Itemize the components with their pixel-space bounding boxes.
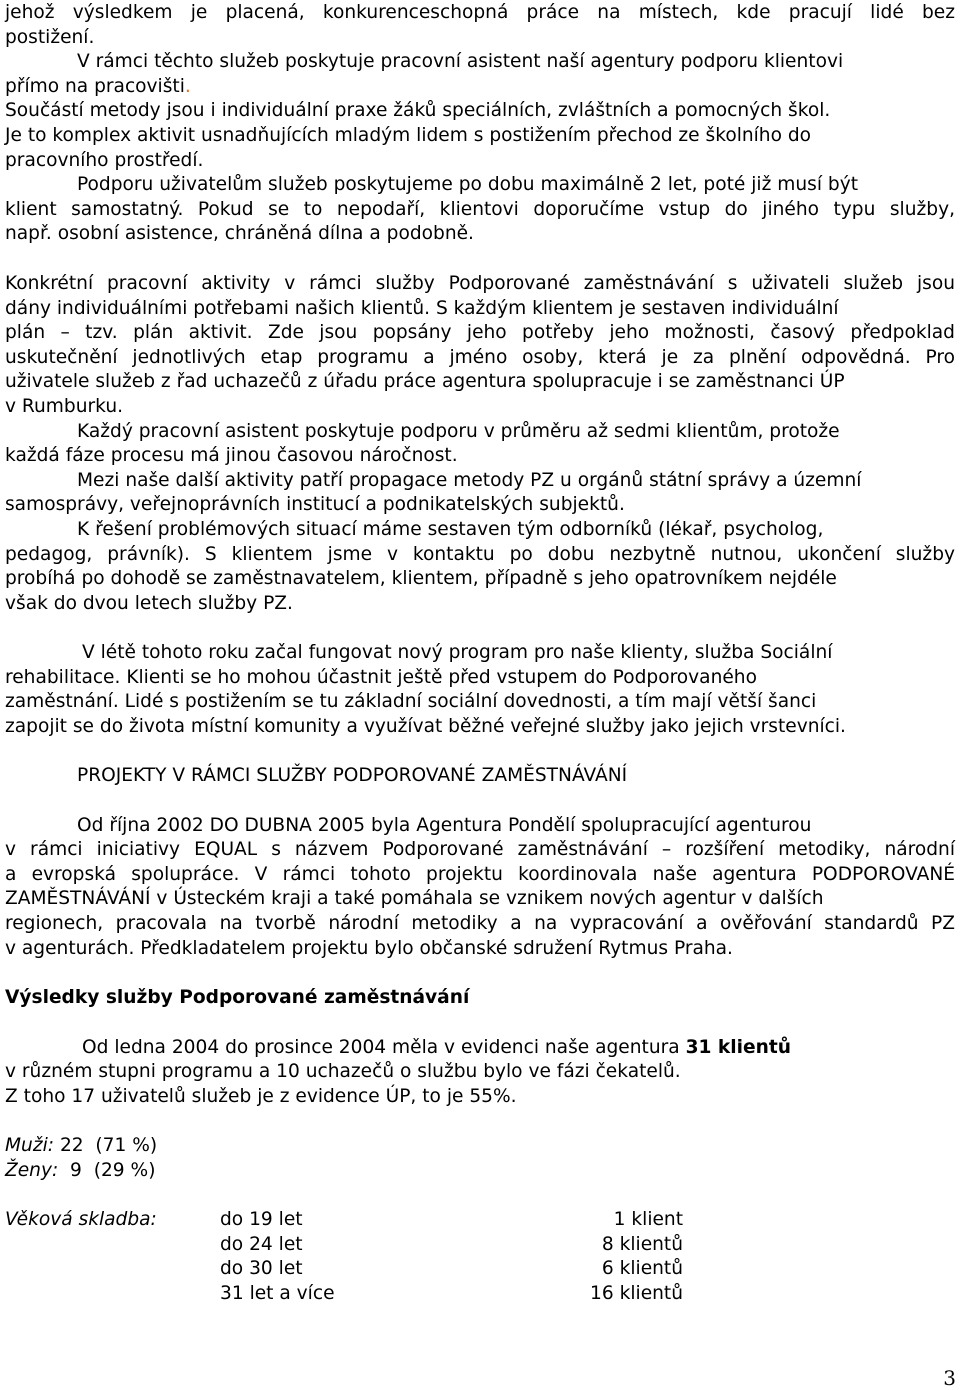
text-line: zaměstnání. Lidé s postižením se tu základní sociální dovednosti, a tím mají větší šanci: [5, 691, 817, 712]
results-heading: Výsledky služby Podporované zaměstnávání: [5, 987, 470, 1008]
page-number: 3: [943, 1366, 956, 1390]
text-line: Součástí metody jsou i individuální praxe žáků speciálních, zvláštních a pomocných škol.: [5, 100, 831, 121]
women-stat: Ženy: 9 (29 %): [5, 1160, 156, 1181]
text-line: pracovního prostředí.: [5, 150, 204, 171]
text-line: Od října 2002 DO DUBNA 2005 byla Agentura Pondělí spolupracující agenturou: [77, 815, 812, 836]
text-line: V rámci těchto služeb poskytuje pracovní asistent naší agentury podporu klientovi: [77, 51, 844, 72]
text-line: rehabilitace. Klienti se ho mohou účastnit ještě před vstupem do Podporovaného: [5, 667, 757, 688]
text-line: Je to komplex aktivit usnadňujících mladým lidem s postižením přechod ze školního do: [5, 125, 812, 146]
text-line: regionech, pracovala na tvorbě národní metodiky a na vypracování a ověřování standardů PZ: [5, 913, 955, 934]
text-line: Podporu uživatelům služeb poskytujeme po dobu maximálně 2 let, poté již musí být: [77, 174, 859, 195]
text-line: v Rumburku.: [5, 396, 124, 417]
text-line: zapojit se do života místní komunity a využívat běžné veřejné služby jako jejich vrstevníci.: [5, 716, 846, 737]
text-line: plán – tzv. plán aktivit. Zde jsou popsány jeho potřeby jeho možnosti, časový předpoklad: [5, 322, 955, 343]
text-line: klient samostatný. Pokud se to nepodaří, klientovi doporučíme vstup do jiného typu služby,: [5, 199, 955, 220]
text-line: Konkrétní pracovní aktivity v rámci služby Podporované zaměstnávání s uživateli služeb jsou: [5, 273, 955, 294]
text-line: uživatele služeb z řad uchazečů z úřadu práce agentura spolupracuje i se zaměstnanci ÚP: [5, 371, 845, 392]
text-line: v agenturách. Předkladatelem projektu bylo občanské sdružení Rytmus Praha.: [5, 938, 733, 959]
text-line: však do dvou letech služby PZ.: [5, 593, 293, 614]
text-line: samosprávy, veřejnoprávních institucí a podnikatelských subjektů.: [5, 494, 625, 515]
text-line: jehož výsledkem je placená, konkurenceschopná práce na místech, kde pracují lidé bez: [5, 2, 955, 23]
text-line: a evropská spolupráce. V rámci tohoto projektu koordinovala naše agentura PODPOROVANÉ: [5, 864, 955, 885]
text-line: v různém stupni programu a 10 uchazečů o službu bylo ve fázi čekatelů.: [5, 1061, 681, 1082]
text-line: V létě tohoto roku začal fungovat nový program pro naše klienty, služba Sociální: [82, 642, 833, 663]
text-line: Mezi naše další aktivity patří propagace metody PZ u orgánů státní správy a územní: [77, 470, 862, 491]
text-line: Z toho 17 uživatelů služeb je z evidence ÚP, to je 55%.: [5, 1086, 517, 1107]
text-line: Každý pracovní asistent poskytuje podporu v průměru až sedmi klientům, protože: [77, 421, 840, 442]
section-heading: PROJEKTY V RÁMCI SLUŽBY PODPOROVANÉ ZAMĚSTNÁVÁNÍ: [77, 765, 628, 786]
text-line: ZAMĚSTNÁVÁNÍ v Ústeckém kraji a také pomáhala se vznikem nových agentur v dalších: [5, 888, 824, 909]
text-line: postižení.: [5, 27, 95, 48]
text-line: uskutečnění jednotlivých etap programu a jméno osoby, která je za plnění odpovědná. Pro: [5, 347, 955, 368]
text-line: pedagog, právník). S klientem jsme v kontaktu po dobu nezbytně nutnou, ukončení služby: [5, 544, 955, 565]
text-line: K řešení problémových situací máme sestaven tým odborníků (lékař, psycholog,: [77, 519, 824, 540]
text-line: přímo na pracovišti.: [5, 76, 191, 97]
text-line: probíhá po dohodě se zaměstnavatelem, klientem, případně s jeho opatrovníkem nejdéle: [5, 568, 837, 589]
men-stat: Muži: 22 (71 %): [5, 1135, 158, 1156]
text-line: Od ledna 2004 do prosince 2004 měla v evidenci naše agentura 31 klientů: [82, 1037, 791, 1058]
text-line: dány individuálními potřebami našich klientů. S každým klientem je sestaven individuální: [5, 298, 839, 319]
age-structure-label: Věková skladba:: [5, 1209, 157, 1230]
text-line: v rámci iniciativy EQUAL s názvem Podporované zaměstnávání – rozšíření metodiky, národní: [5, 839, 955, 860]
text-line: např. osobní asistence, chráněná dílna a podobně.: [5, 223, 474, 244]
text-line: každá fáze procesu má jinou časovou náročnost.: [5, 445, 458, 466]
